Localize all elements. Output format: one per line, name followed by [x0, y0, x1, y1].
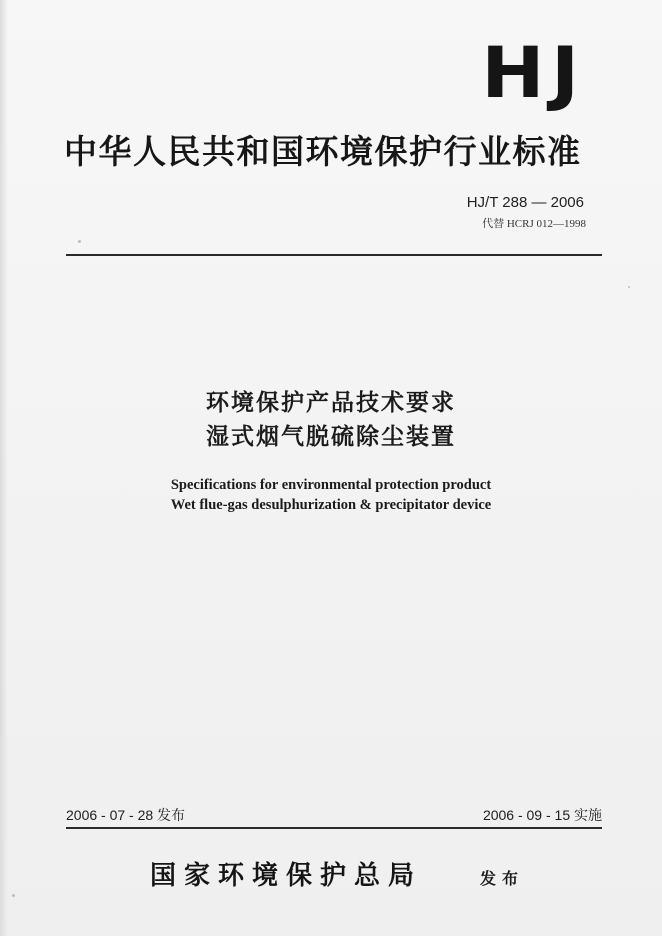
- scan-speck: [628, 286, 630, 288]
- document-title-en-line2: Wet flue-gas desulphurization & precipitator device: [170, 497, 492, 513]
- publish-label: 发布: [480, 869, 525, 888]
- document-title-zh-line2: 湿式烟气脱硫除尘装置: [206, 424, 456, 450]
- footer-divider: [66, 827, 602, 829]
- document-title-zh-line1: 环境保护产品技术要求: [206, 390, 456, 416]
- scan-edge-shadow: [0, 0, 8, 936]
- industry-standard-title: 中华人民共和国环境保护行业标准: [64, 132, 582, 171]
- implementation-date: 2006 - 09 - 15 实施: [482, 807, 602, 823]
- document-title-en-line1: Specifications for environmental protection product: [170, 477, 492, 493]
- replaces-standard: 代替 HCRJ 012—1998: [482, 218, 586, 230]
- issue-date: 2006 - 07 - 28 发布: [66, 807, 186, 823]
- standard-logo: HJ: [481, 32, 586, 114]
- publisher-name: 国家环境保护总局: [150, 861, 423, 891]
- standard-number: HJ/T 288 — 2006: [466, 194, 584, 211]
- scan-speck: [78, 240, 81, 243]
- scan-speck: [12, 894, 15, 897]
- header-divider: [66, 254, 602, 256]
